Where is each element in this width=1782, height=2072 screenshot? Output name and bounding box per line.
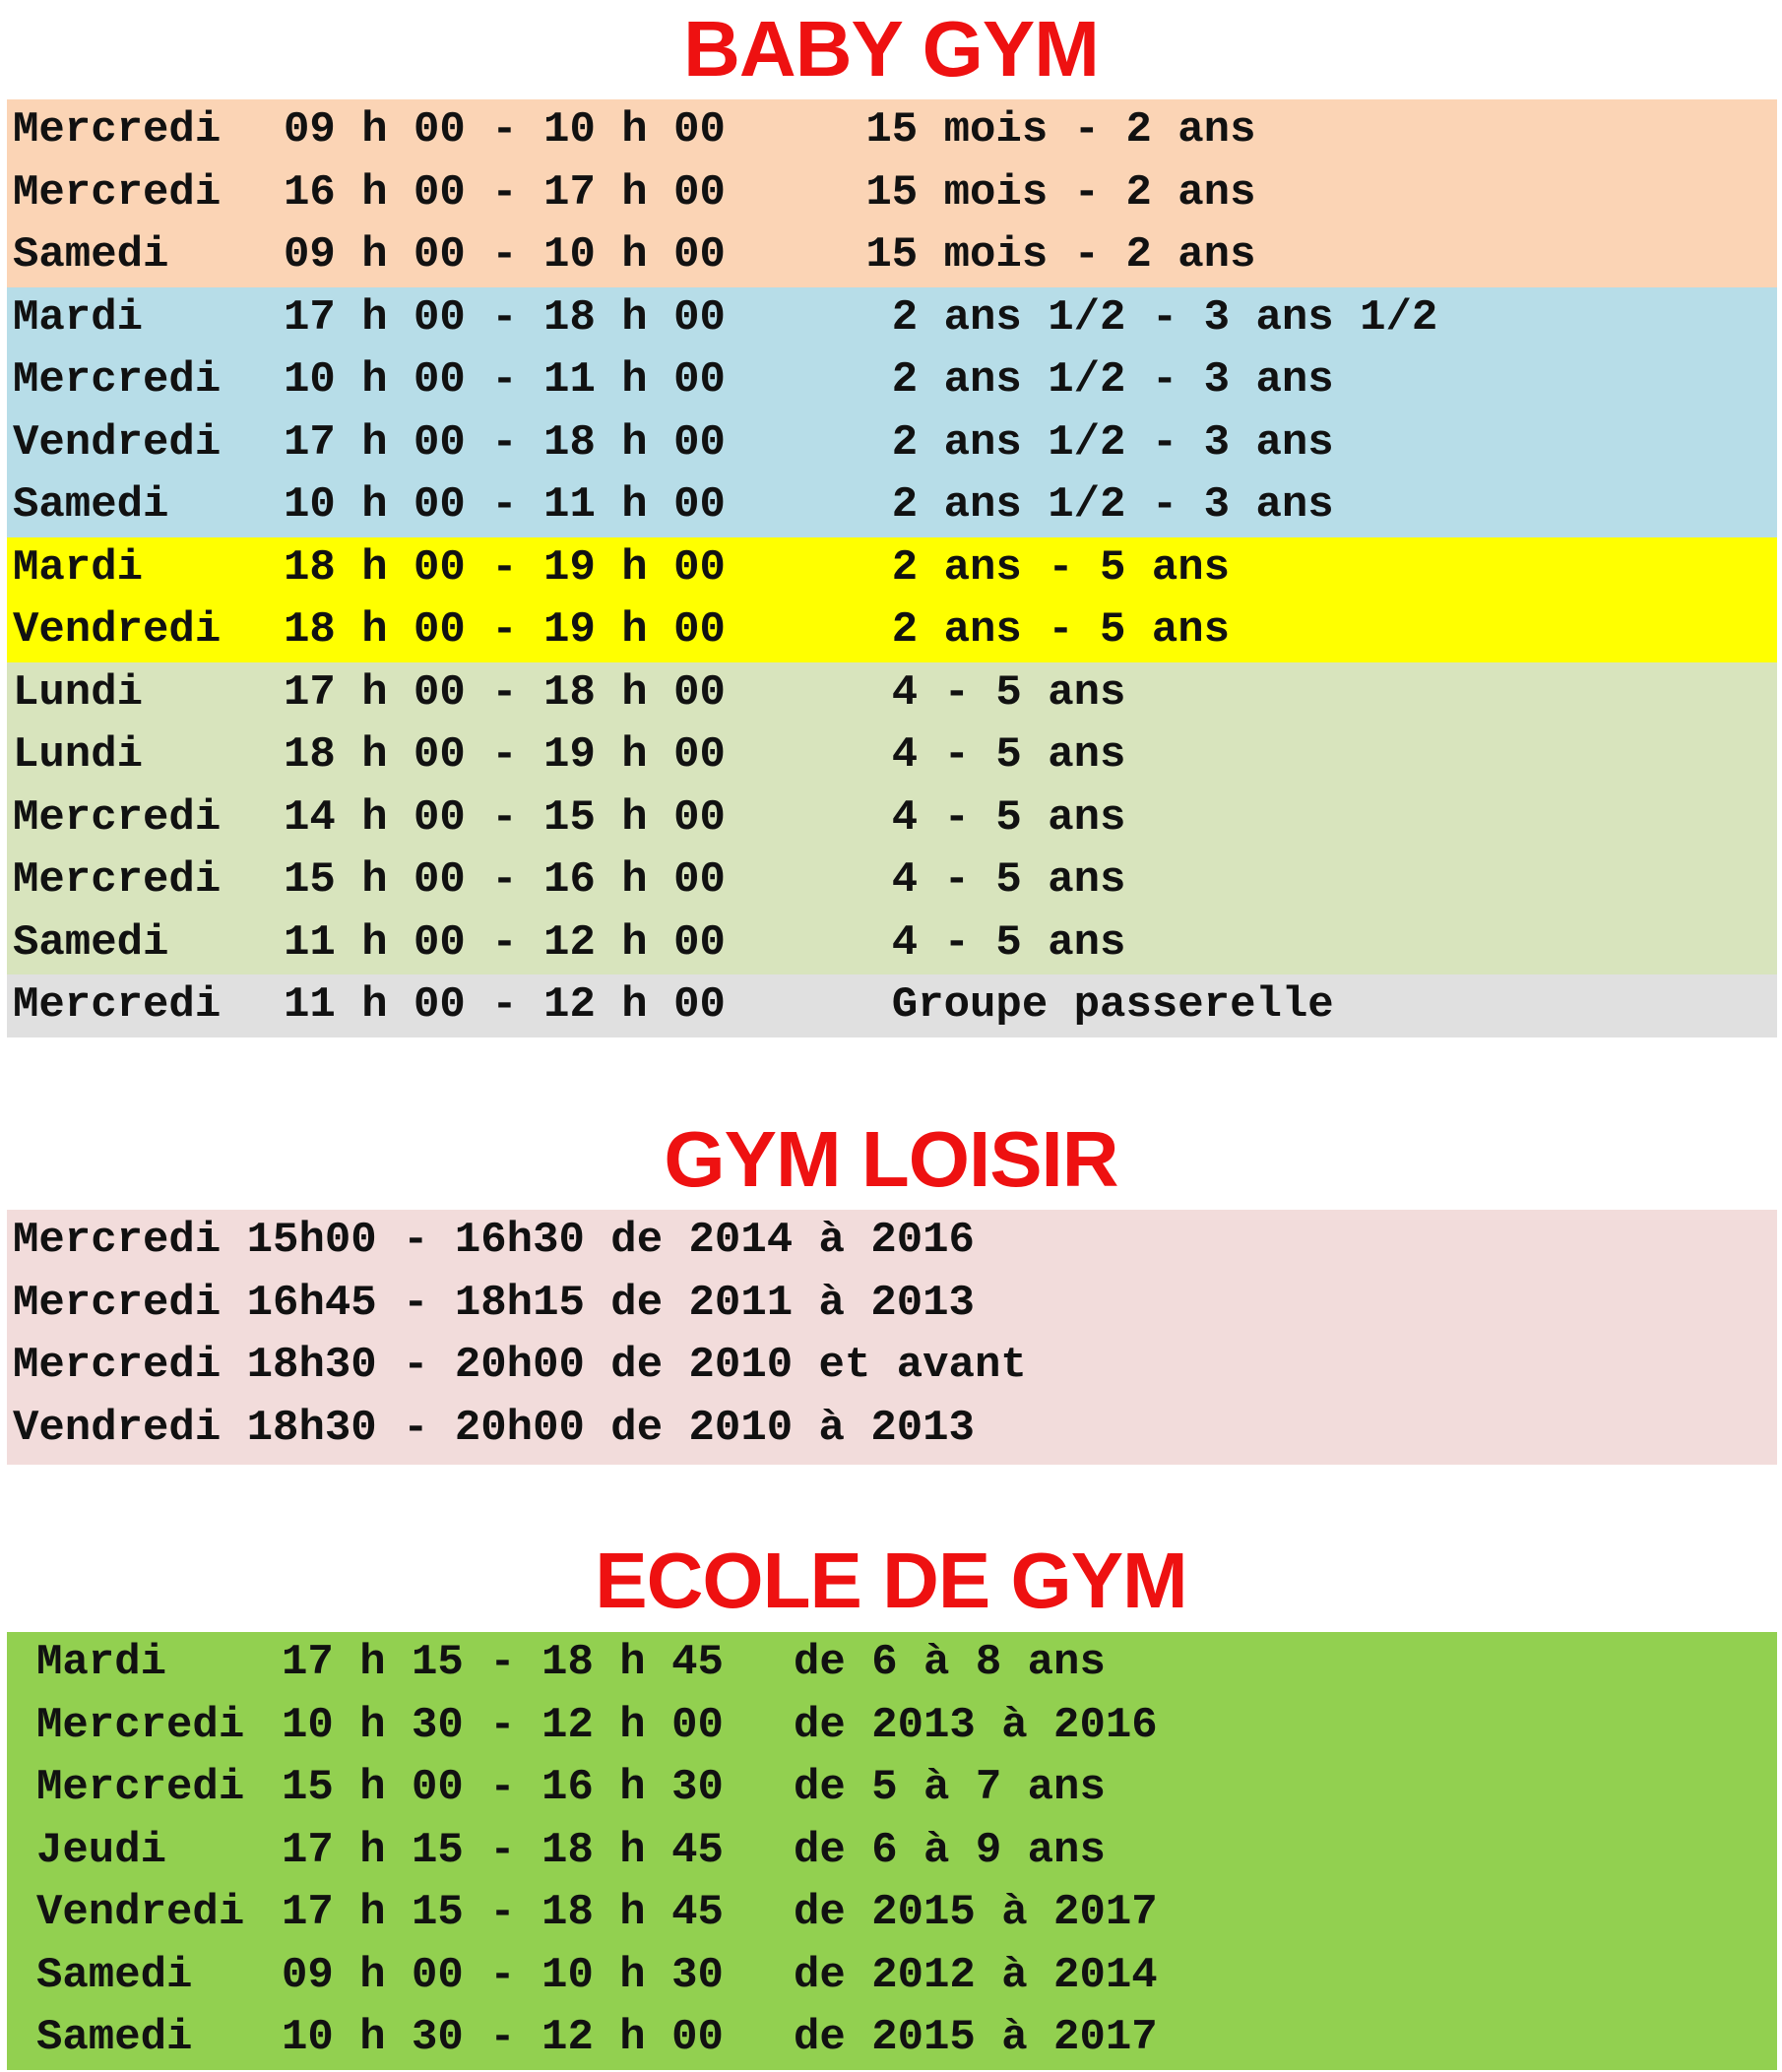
schedule-row (7, 474, 1777, 537)
schedule-day: Mercredi (13, 167, 222, 218)
schedule-day: Mardi (13, 292, 144, 343)
schedule-day: Lundi (13, 667, 144, 718)
schedule-group: 4 - 5 ans (840, 917, 1126, 968)
schedule-time: 18 h 00 - 19 h 00 (284, 605, 726, 655)
schedule-row (7, 724, 1777, 787)
schedule-time: 17 h 15 - 18 h 45 (282, 1638, 724, 1687)
schedule-row (7, 99, 1777, 162)
schedule-day: Jeudi (36, 1825, 167, 1875)
schedule-row (7, 662, 1777, 725)
schedule-time: 17 h 00 - 18 h 00 (284, 292, 726, 343)
schedule-group: 2 ans - 5 ans (840, 605, 1231, 655)
schedule-day: Samedi (13, 230, 169, 280)
schedule-day: Mercredi (13, 980, 222, 1030)
schedule-group: Groupe passerelle (840, 980, 1334, 1030)
schedule-group: 2 ans - 5 ans (840, 542, 1231, 593)
schedule-group: de 5 à 7 ans (794, 1763, 1106, 1812)
schedule-day: Mercredi (13, 355, 222, 405)
schedule-time: 11 h 00 - 12 h 00 (284, 917, 726, 968)
schedule-group: 4 - 5 ans (840, 792, 1126, 843)
schedule-row (7, 1695, 1777, 1758)
schedule-time: 14 h 00 - 15 h 00 (284, 792, 726, 843)
schedule-row (7, 599, 1777, 662)
schedule-day: Lundi (13, 730, 144, 780)
schedule-time: 17 h 15 - 18 h 45 (282, 1825, 724, 1875)
schedule-time: 17 h 00 - 18 h 00 (284, 667, 726, 718)
schedule-row (7, 287, 1777, 350)
schedule-time: 10 h 00 - 11 h 00 (284, 480, 726, 530)
schedule-group: 15 mois - 2 ans (840, 167, 1256, 218)
schedule-group: de 2015 à 2017 (794, 1888, 1158, 1937)
schedule-row (7, 349, 1777, 412)
schedule-row: Mercredi 16h45 - 18h15 de 2011 à 2013 (13, 1278, 975, 1328)
schedule-group: 4 - 5 ans (840, 855, 1126, 905)
schedule-group: de 2013 à 2016 (794, 1700, 1158, 1750)
schedule-group: 2 ans 1/2 - 3 ans (840, 417, 1334, 468)
schedule-row (7, 1820, 1777, 1883)
schedule-group: 4 - 5 ans (840, 730, 1126, 780)
schedule-day: Samedi (36, 1950, 193, 2000)
baby-gym-title: BABY GYM (683, 5, 1099, 93)
schedule-row (7, 1632, 1777, 1695)
schedule-row (7, 412, 1777, 475)
schedule-day: Vendredi (36, 1888, 245, 1937)
schedule-group: 15 mois - 2 ans (840, 230, 1256, 280)
baby-gym-schedule (7, 99, 1777, 1037)
schedule-group: 2 ans 1/2 - 3 ans 1/2 (840, 292, 1438, 343)
schedule-group: de 6 à 8 ans (794, 1638, 1106, 1687)
schedule-time: 17 h 15 - 18 h 45 (282, 1888, 724, 1937)
schedule-time: 17 h 00 - 18 h 00 (284, 417, 726, 468)
schedule-time: 18 h 00 - 19 h 00 (284, 542, 726, 593)
schedule-day: Mercredi (13, 792, 222, 843)
schedule-row: Vendredi 18h30 - 20h00 de 2010 à 2013 (13, 1403, 975, 1453)
schedule-group: 4 - 5 ans (840, 667, 1126, 718)
schedule-row (7, 162, 1777, 225)
schedule-row (7, 1757, 1777, 1820)
schedule-time: 10 h 30 - 12 h 00 (282, 1700, 724, 1750)
schedule-time: 15 h 00 - 16 h 00 (284, 855, 726, 905)
schedule-group: 15 mois - 2 ans (840, 105, 1256, 155)
schedule-day: Vendredi (13, 417, 222, 468)
schedule-group: 2 ans 1/2 - 3 ans (840, 480, 1334, 530)
schedule-time: 10 h 30 - 12 h 00 (282, 2013, 724, 2062)
ecole-de-gym-title: ECOLE DE GYM (595, 1537, 1187, 1624)
schedule-time: 09 h 00 - 10 h 30 (282, 1950, 724, 2000)
schedule-day: Mercredi (13, 105, 222, 155)
schedule-day: Mardi (13, 542, 144, 593)
schedule-day: Mardi (36, 1638, 167, 1687)
schedule-row (7, 224, 1777, 287)
schedule-row (7, 974, 1777, 1037)
schedule-day: Mercredi (36, 1700, 245, 1750)
schedule-row (7, 912, 1777, 975)
schedule-day: Samedi (36, 2013, 193, 2062)
schedule-time: 09 h 00 - 10 h 00 (284, 105, 726, 155)
schedule-group: de 2015 à 2017 (794, 2013, 1158, 2062)
schedule-row (7, 787, 1777, 850)
schedule-time: 11 h 00 - 12 h 00 (284, 980, 726, 1030)
schedule-row: Mercredi 18h30 - 20h00 de 2010 et avant (13, 1341, 1027, 1390)
ecole-de-gym-schedule (7, 1632, 1777, 2070)
schedule-day: Vendredi (13, 605, 222, 655)
schedule-group: 2 ans 1/2 - 3 ans (840, 355, 1334, 405)
gym-loisir-schedule (7, 1210, 1777, 1465)
schedule-time: 15 h 00 - 16 h 30 (282, 1763, 724, 1812)
schedule-day: Samedi (13, 480, 169, 530)
schedule-time: 16 h 00 - 17 h 00 (284, 167, 726, 218)
schedule-day: Mercredi (13, 855, 222, 905)
schedule-row (7, 1945, 1777, 2008)
schedule-day: Mercredi (36, 1763, 245, 1812)
schedule-group: de 2012 à 2014 (794, 1950, 1158, 2000)
schedule-time: 18 h 00 - 19 h 00 (284, 730, 726, 780)
schedule-time: 10 h 00 - 11 h 00 (284, 355, 726, 405)
schedule-time: 09 h 00 - 10 h 00 (284, 230, 726, 280)
gym-loisir-title: GYM LOISIR (664, 1115, 1118, 1203)
schedule-row: Mercredi 15h00 - 16h30 de 2014 à 2016 (13, 1216, 975, 1265)
schedule-row (7, 849, 1777, 912)
schedule-row (7, 2007, 1777, 2070)
schedule-row (7, 1882, 1777, 1945)
schedule-day: Samedi (13, 917, 169, 968)
schedule-group: de 6 à 9 ans (794, 1825, 1106, 1875)
schedule-row (7, 537, 1777, 600)
